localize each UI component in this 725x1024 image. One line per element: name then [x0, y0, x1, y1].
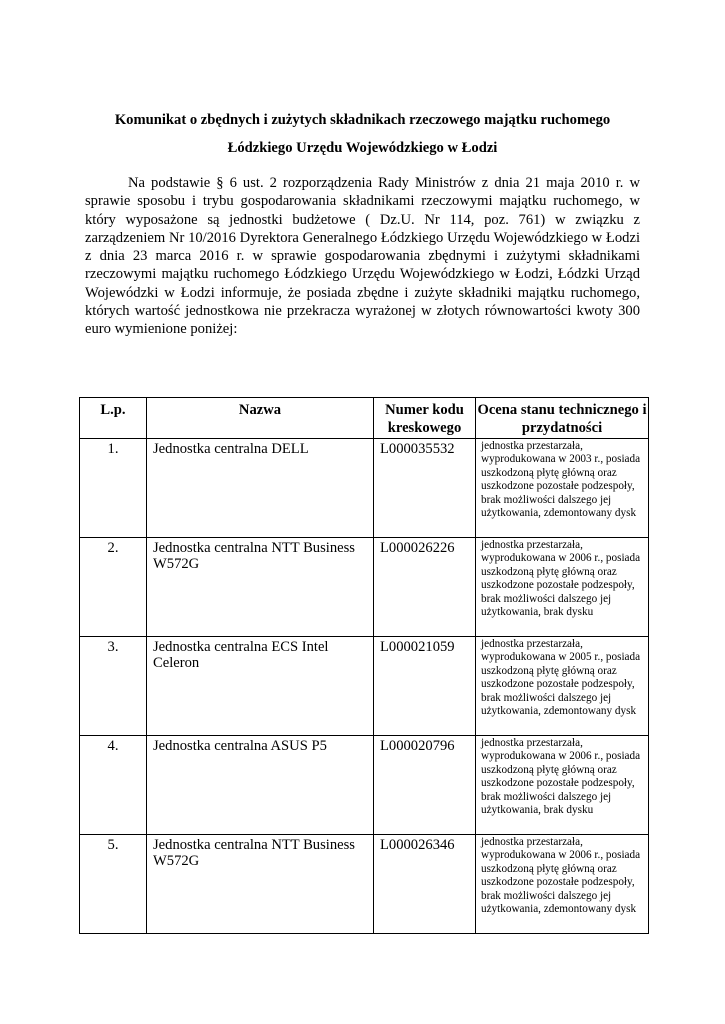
row-name: Jednostka centralna ECS Intel Celeron [147, 637, 374, 736]
row-lp: 1. [80, 439, 147, 538]
header-lp: L.p. [80, 398, 147, 439]
row-condition: jednostka przestarzała, wyprodukowana w 2005 r., posiada uszkodzoną płytę główną oraz uszkodzone pozostałe podzespoły, brak możliwości dalszego jej użytkowania, zdemontowany dysk [476, 637, 649, 736]
row-name: Jednostka centralna NTT Business W572G [147, 538, 374, 637]
row-name: Jednostka centralna DELL [147, 439, 374, 538]
row-condition: jednostka przestarzała, wyprodukowana w 2006 r., posiada uszkodzoną płytę główną oraz uszkodzone pozostałe podzespoły, brak możliwości dalszego jej użytkowania, zdemontowany dysk [476, 835, 649, 934]
row-condition: jednostka przestarzała, wyprodukowana w 2006 r., posiada uszkodzoną płytę główną oraz uszkodzone pozostałe podzespoły, brak możliwości dalszego jej użytkowania, brak dysku [476, 538, 649, 637]
table-header-row [80, 398, 649, 439]
row-lp: 2. [80, 538, 147, 637]
row-lp: 5. [80, 835, 147, 934]
intro-paragraph-block [85, 174, 640, 339]
row-lp: 3. [80, 637, 147, 736]
row-barcode: L000035532 [374, 439, 476, 538]
row-barcode: L000020796 [374, 736, 476, 835]
document-title-line-2: Łódzkiego Urzędu Wojewódzkiego w Łodzi [227, 140, 498, 156]
table-row [80, 835, 649, 934]
row-barcode: L000026226 [374, 538, 476, 637]
intro-paragraph: Na podstawie § 6 ust. 2 rozporządzenia Rady Ministrów z dnia 21 maja 2010 r. w sprawie sposobu i trybu gospodarowania składnikami rzeczowymi majątku ruchomego, w który wyposażone są jednostki budżetowe ( Dz.U. Nr 114, poz. 761) w związku z zarządzeniem Nr 10/2016 Dyrektora Generalnego Łódzkiego Urzędu Wojewódzkiego w Łodzi z dnia 23 marca 2016 r. w sprawie gospodarowania zbędnymi i zużytymi składnikami rzeczowymi majątku ruchomego Łódzkiego Urzędu Wojewódzkiego w Łodzi, Łódzki Urząd Wojewódzki w Łodzi informuje, że posiada zbędne i zużyte składniki majątku ruchomego, których wartość jednostkowa nie przekracza wyrażonej w złotych równowartości kwoty 300 euro wymienione poniżej: [85, 175, 640, 338]
header-condition: Ocena stanu technicznego i przydatności [476, 398, 649, 439]
document-title-line-1: Komunikat o zbędnych i zużytych składnikach rzeczowego majątku ruchomego [114, 112, 611, 128]
row-lp: 4. [80, 736, 147, 835]
row-name: Jednostka centralna NTT Business W572G [147, 835, 374, 934]
assets-table [79, 397, 649, 934]
table-row [80, 736, 649, 835]
row-condition: jednostka przestarzała, wyprodukowana w 2006 r., posiada uszkodzoną płytę główną oraz uszkodzone pozostałe podzespoły, brak możliwości dalszego jej użytkowania, brak dysku [476, 736, 649, 835]
row-name: Jednostka centralna ASUS P5 [147, 736, 374, 835]
table-row [80, 538, 649, 637]
row-condition: jednostka przestarzała, wyprodukowana w 2003 r., posiada uszkodzoną płytę główną oraz uszkodzone pozostałe podzespoły, brak możliwości dalszego jej użytkowania, zdemontowany dysk [476, 439, 649, 538]
table-row [80, 439, 649, 538]
row-barcode: L000021059 [374, 637, 476, 736]
table-row [80, 637, 649, 736]
header-name: Nazwa [147, 398, 374, 439]
header-barcode: Numer kodu kreskowego [374, 398, 476, 439]
row-barcode: L000026346 [374, 835, 476, 934]
